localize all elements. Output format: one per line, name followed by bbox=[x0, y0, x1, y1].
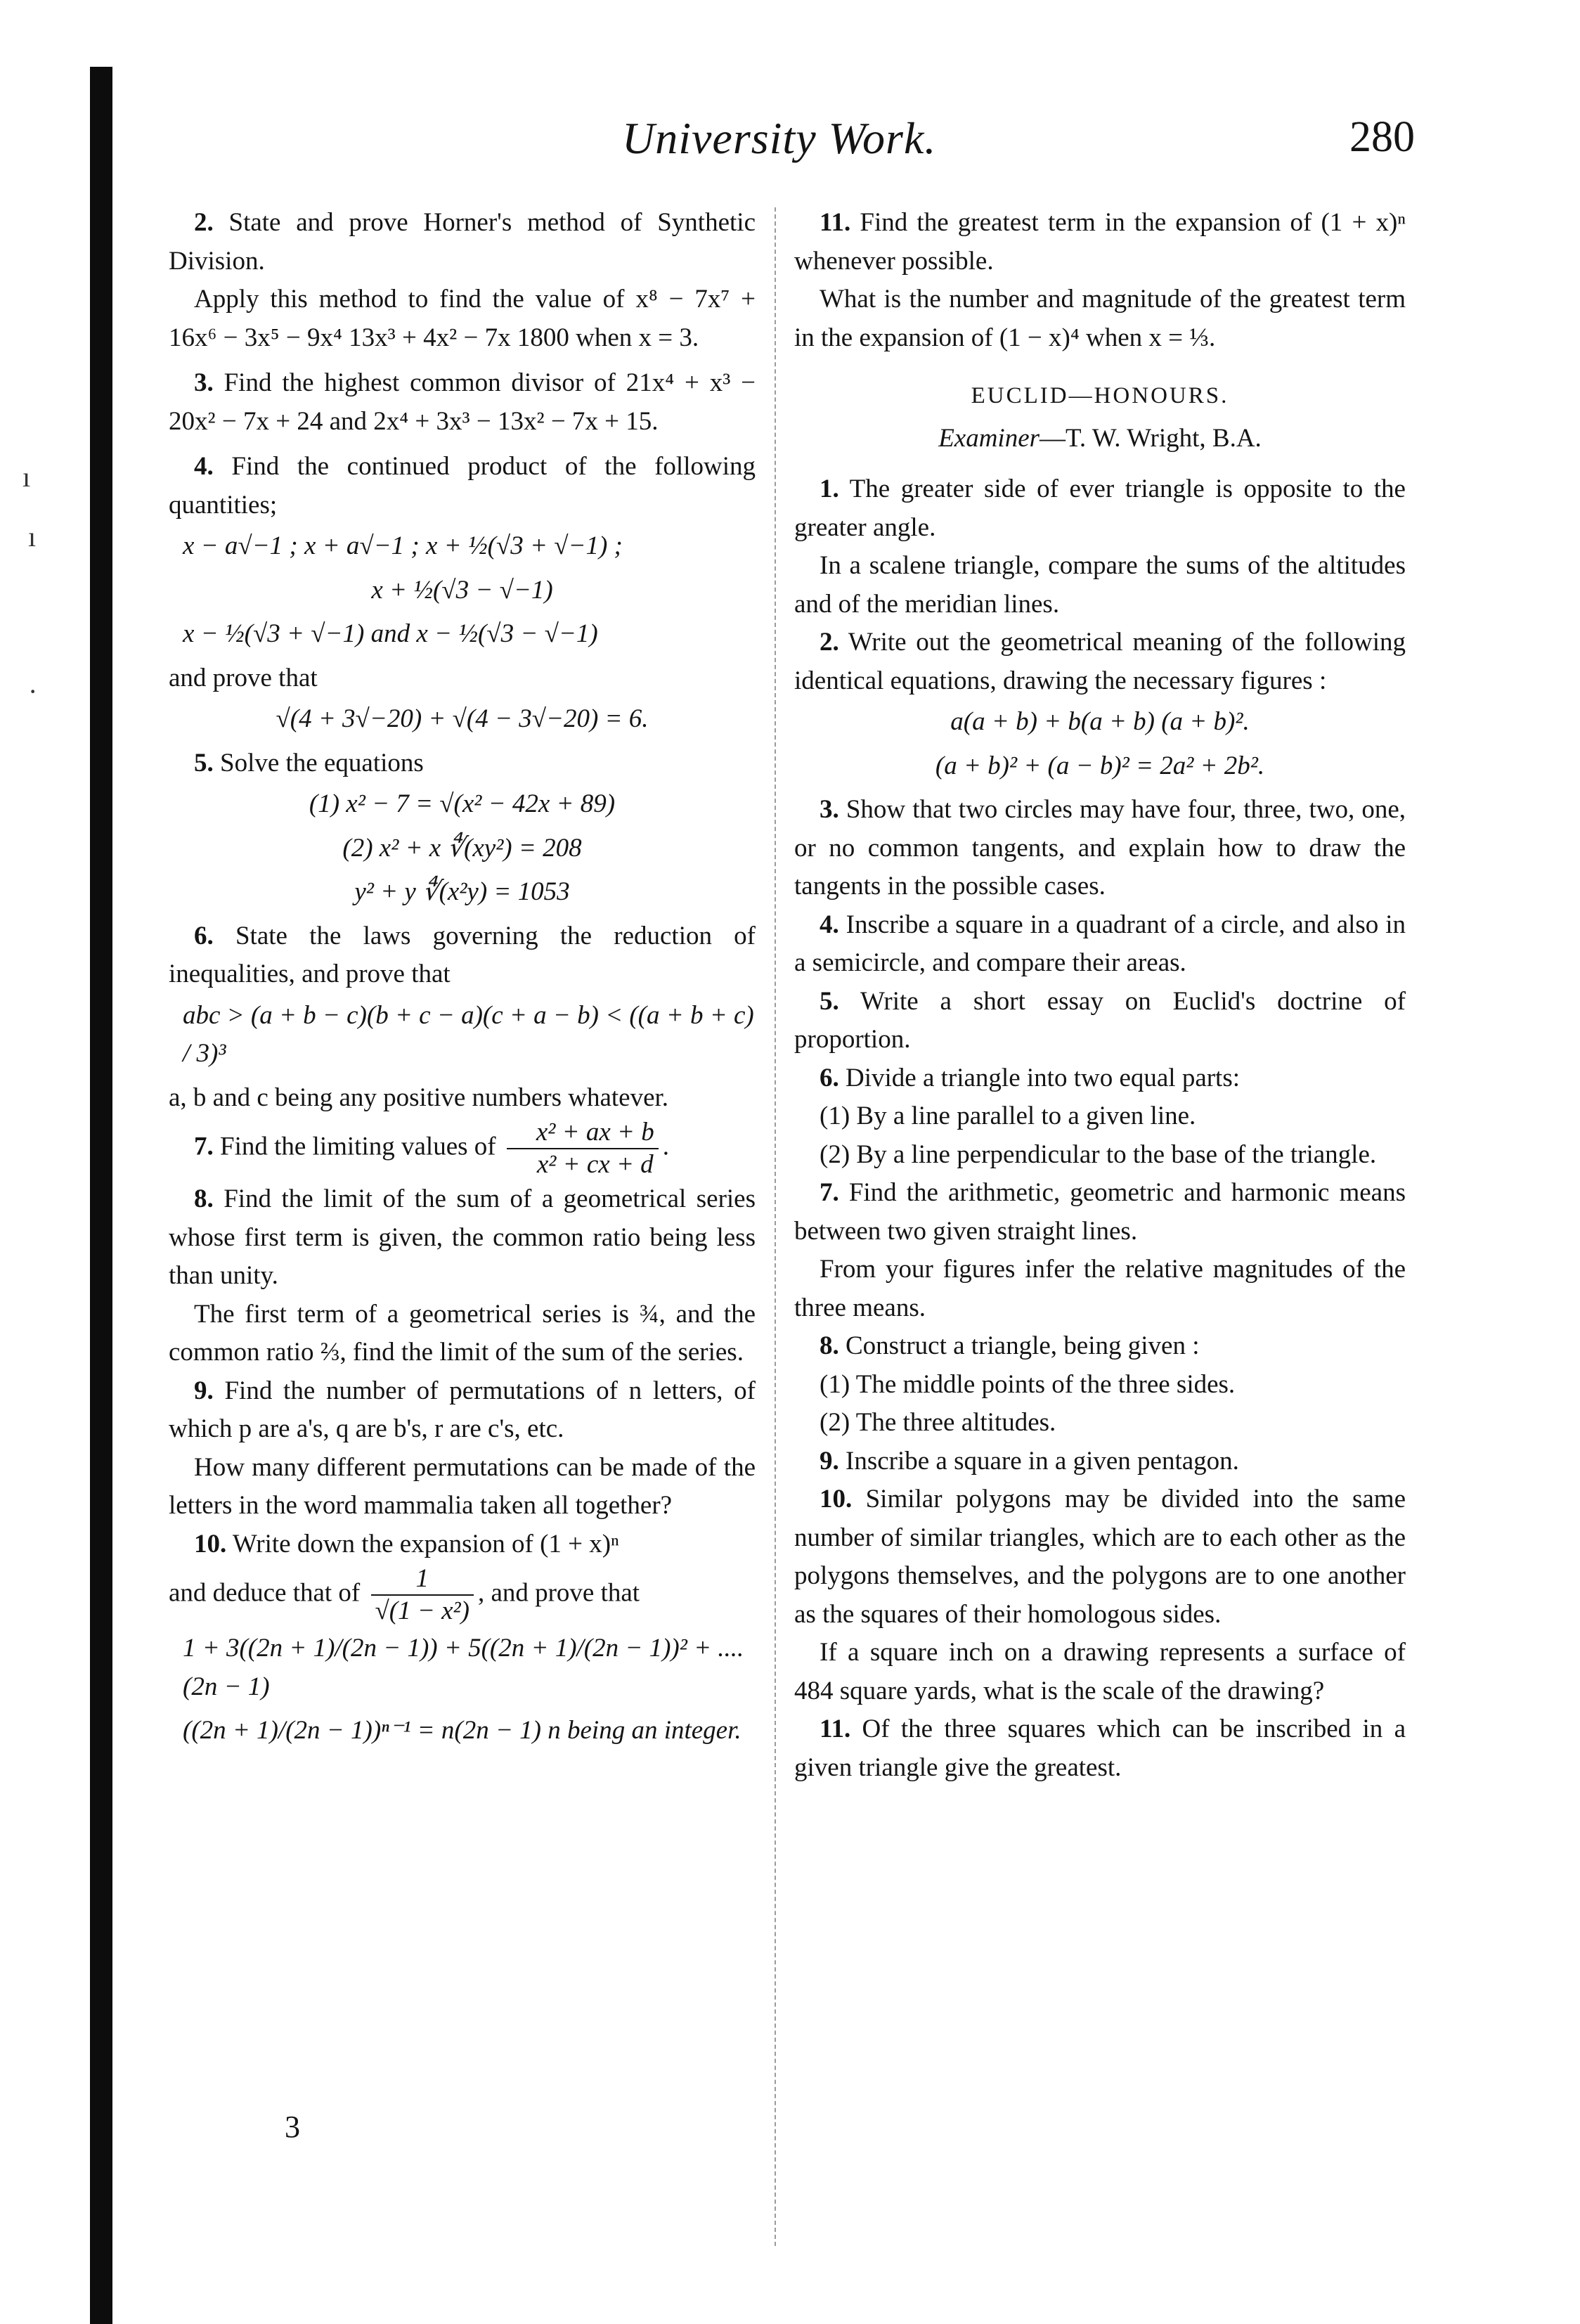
question-6-tail: a, b and c being any positive numbers whatever. bbox=[169, 1083, 669, 1112]
page-number: 280 bbox=[1349, 113, 1415, 161]
euclid-question-9: 9. Inscribe a square in a given pentagon. bbox=[820, 1446, 1239, 1476]
fraction: $\frac{1}{\text{√(1 − x²)}}$ bbox=[371, 1563, 474, 1627]
equation: (2) x² + x ∜(xy²) = 208 bbox=[342, 833, 582, 863]
question-9-part: How many different permutations can be made of the letters in the word mammalia taken all together? bbox=[169, 1452, 756, 1520]
question-8: 8. Find the limit of the sum of a geometrical series whose first term is given, the common ratio being less than unity. bbox=[169, 1184, 756, 1290]
euclid-question-6-a: (1) By a line parallel to a given line. bbox=[820, 1102, 1196, 1130]
margin-mark: ı bbox=[28, 521, 37, 553]
question-10-part: and deduce that of $\frac{1}{\text{√(1 − x²)}}$ , and prove that bbox=[169, 1564, 640, 1625]
section-heading: EUCLID—HONOURS. bbox=[971, 383, 1229, 408]
examiner-line: Examiner—T. W. Wright, B.A. bbox=[938, 423, 1262, 453]
question-11-part: What is the number and magnitude of the greatest term in the expansion of (1 − x)⁴ when x = ⅓. bbox=[794, 285, 1406, 352]
margin-mark: ı bbox=[22, 461, 31, 493]
running-head: University Work. bbox=[622, 113, 937, 163]
equation: x − a√−1 ; x + a√−1 ; x + ½(√3 + √−1) ; bbox=[183, 531, 623, 560]
fraction: $\frac{\text{x² + ax + b}}{\text{x² + cx + d}}$ bbox=[507, 1117, 659, 1180]
equation: abc > (a + b − c)(b + c − a)(c + a − b) < ((a + b + c) / 3)³ bbox=[183, 1000, 754, 1068]
euclid-question-3: 3. Show that two circles may have four, three, two, one, or no common tangents, and explain how to draw the tangents in the possible cases. bbox=[794, 795, 1406, 900]
question-2-part: Apply this method to find the value of x⁸ − 7x⁷ + 16x⁶ − 3x⁵ − 9x⁴ 13x³ + 4x² − 7x 1800 when x = 3. bbox=[169, 285, 756, 352]
question-5: 5. Solve the equations bbox=[194, 748, 424, 777]
euclid-question-7: 7. Find the arithmetic, geometric and harmonic means between two given straight lines. bbox=[794, 1178, 1406, 1246]
euclid-question-10: 10. Similar polygons may be divided into the same number of similar triangles, which are to each other as the polygons themselves, and the polygons are to one another as the squares of their homologous sides. bbox=[794, 1485, 1406, 1629]
question-10: 10. Write down the expansion of (1 + x)ⁿ bbox=[194, 1529, 619, 1558]
euclid-question-4: 4. Inscribe a square in a quadrant of a circle, and also in a semicircle, and compare their areas. bbox=[794, 910, 1406, 977]
euclid-question-6: 6. Divide a triangle into two equal parts: bbox=[820, 1063, 1241, 1092]
question-6: 6. State the laws governing the reduction of inequalities, and prove that bbox=[169, 921, 756, 988]
equation: y² + y ∜(x²y) = 1053 bbox=[354, 877, 570, 906]
euclid-question-7-part: From your figures infer the relative magnitudes of the three means. bbox=[794, 1255, 1406, 1322]
euclid-question-8-b: (2) The three altitudes. bbox=[820, 1408, 1056, 1437]
equation: x − ½(√3 + √−1) and x − ½(√3 − √−1) bbox=[183, 619, 598, 648]
equation: √(4 + 3√−20) + √(4 − 3√−20) = 6. bbox=[276, 704, 649, 733]
euclid-question-5: 5. Write a short essay on Euclid's doctrine of proportion. bbox=[794, 986, 1406, 1054]
euclid-question-11: 11. Of the three squares which can be inscribed in a given triangle give the greatest. bbox=[794, 1715, 1406, 1782]
question-9: 9. Find the number of permutations of n letters, of which p are a's, q are b's, r are c's, etc. bbox=[169, 1376, 756, 1443]
question-8-part: The first term of a geometrical series is ¾, and the common ratio ⅔, find the limit of the sum of the series. bbox=[169, 1299, 756, 1367]
margin-mark: · bbox=[28, 676, 38, 707]
book-spine-shadow bbox=[90, 67, 112, 2324]
question-11: 11. Find the greatest term in the expansion of (1 + x)ⁿ whenever possible. bbox=[794, 208, 1406, 276]
euclid-question-6-b: (2) By a line perpendicular to the base of the triangle. bbox=[820, 1140, 1377, 1169]
euclid-question-1-part: In a scalene triangle, compare the sums of the altitudes and of the meridian lines. bbox=[794, 551, 1406, 619]
column-divider bbox=[775, 207, 776, 2246]
right-column bbox=[794, 204, 1406, 1787]
left-column bbox=[169, 204, 756, 1756]
question-3: 3. Find the highest common divisor of 21x⁴ + x³ − 20x² − 7x + 24 and 2x⁴ + 3x³ − 13x² − 7x + 15. bbox=[169, 368, 756, 436]
euclid-question-1: 1. The greater side of ever triangle is opposite to the greater angle. bbox=[794, 475, 1406, 542]
equation: a(a + b) + b(a + b) (a + b)². bbox=[950, 707, 1250, 736]
question-4-prove: and prove that bbox=[169, 663, 318, 692]
question-7: 7. Find the limiting values of $\frac{\text{x² + ax + b}}{\text{x² + cx + d}}$ . bbox=[194, 1118, 669, 1179]
equation: (1) x² − 7 = √(x² − 42x + 89) bbox=[309, 789, 616, 818]
equation: (a + b)² + (a − b)² = 2a² + 2b². bbox=[935, 751, 1265, 780]
euclid-question-10-part: If a square inch on a drawing represents a surface of 484 square yards, what is the scale of the drawing? bbox=[794, 1638, 1406, 1705]
question-4: 4. Find the continued product of the following quantities; bbox=[169, 452, 756, 519]
euclid-question-8-a: (1) The middle points of the three sides. bbox=[820, 1369, 1236, 1399]
equation: x + ½(√3 − √−1) bbox=[371, 575, 553, 605]
question-2: 2. State and prove Horner's method of Synthetic Division. bbox=[169, 208, 756, 276]
euclid-question-2: 2. Write out the geometrical meaning of the following identical equations, drawing the necessary figures : bbox=[794, 628, 1406, 695]
equation: ((2n + 1)/(2n − 1))ⁿ⁻¹ = n(2n − 1) n being an integer. bbox=[183, 1716, 742, 1745]
equation: 1 + 3((2n + 1)/(2n − 1)) + 5((2n + 1)/(2n − 1))² + .... (2n − 1) bbox=[183, 1634, 744, 1701]
signature-mark: 3 bbox=[285, 2110, 300, 2144]
euclid-question-8: 8. Construct a triangle, being given : bbox=[820, 1331, 1200, 1360]
